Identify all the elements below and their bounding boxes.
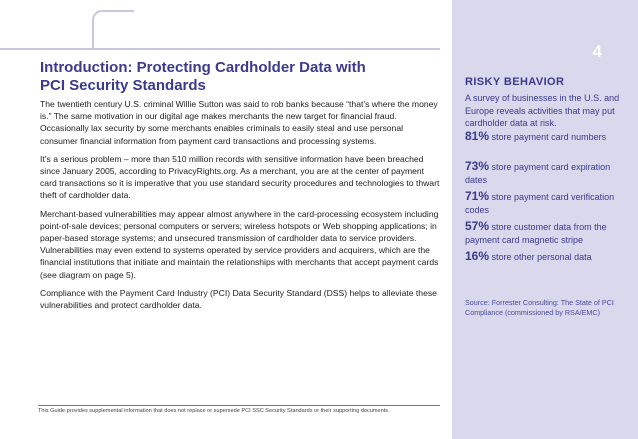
stat-item <box>465 250 630 264</box>
page-title <box>40 59 440 95</box>
stat-item <box>465 160 630 186</box>
stat-percent: 16% <box>465 249 490 263</box>
paragraph: Merchant-based vulnerabilities may appear almost anywhere in the card-processing ecosystem including point-of-sale devices; personal computers or servers; wireless hotspots or Web shopping applications; in paper-based storage systems; and unsecured transmission of cardholder data to service providers. Vulnerabilities may even extend to systems operated by service providers and acquirers, which are the financial institutions that initiate and maintain the relationships with merchants that accept payment cards (see diagram on page 5). <box>40 208 439 280</box>
stat-text: store payment card numbers <box>491 132 607 142</box>
stat-text: store customer data from the payment card magnetic stripe <box>465 222 607 245</box>
stat-item <box>465 130 630 144</box>
paragraph: It’s a serious problem – more than 510 million records with sensitive information have been breached since January 2005, according to PrivacyRights.org. As a merchant, you are at the center of payment card transactions so it is imperative that you use standard security procedures and technologies to thwart theft of cardholder data. <box>40 153 440 201</box>
stat-item <box>465 190 630 216</box>
stat-text: store payment card expiration dates <box>465 162 611 185</box>
footer-divider <box>38 405 440 406</box>
stat-text: store other personal data <box>491 252 592 262</box>
page-number: 4 <box>592 42 602 61</box>
body-text <box>40 98 440 317</box>
stat-item <box>465 220 630 246</box>
stat-percent: 57% <box>465 219 490 233</box>
stat-percent: 73% <box>465 159 490 173</box>
page-title-line: Introduction: Protecting Cardholder Data with <box>40 59 366 76</box>
stat-percent: 71% <box>465 189 490 203</box>
page-title-line: PCI Security Standards <box>40 77 206 94</box>
sidebar-intro: A survey of businesses in the U.S. and Europe reveals activities that may put cardholder data at risk. <box>465 93 620 128</box>
header-tab-border <box>0 0 440 50</box>
paragraph: Compliance with the Payment Card Industry (PCI) Data Security Standard (DSS) helps to alleviate these vulnerabilities and protect cardholder data. <box>40 287 437 311</box>
stat-percent: 81% <box>465 129 490 143</box>
header-tab-notch <box>92 10 134 48</box>
sidebar-source: Source: Forrester Consulting: The State of PCI Compliance (commissioned by RSA/EMC) <box>465 298 614 317</box>
stat-text: store payment card verification codes <box>465 192 615 215</box>
sidebar-title: RISKY BEHAVIOR <box>465 76 565 88</box>
paragraph: The twentieth century U.S. criminal Willie Sutton was said to rob banks because “that’s where the money is.” The same motivation in our digital age makes merchants the new target for financial fraud. Occasionally lax security by some merchants enables criminals to easily steal and use personal consumer financial information from payment card transactions and processing systems. <box>40 99 438 146</box>
footer-note: This Guide provides supplemental information that does not replace or supersede PCI SSC Security Standards or their supporting documents. <box>38 408 390 414</box>
